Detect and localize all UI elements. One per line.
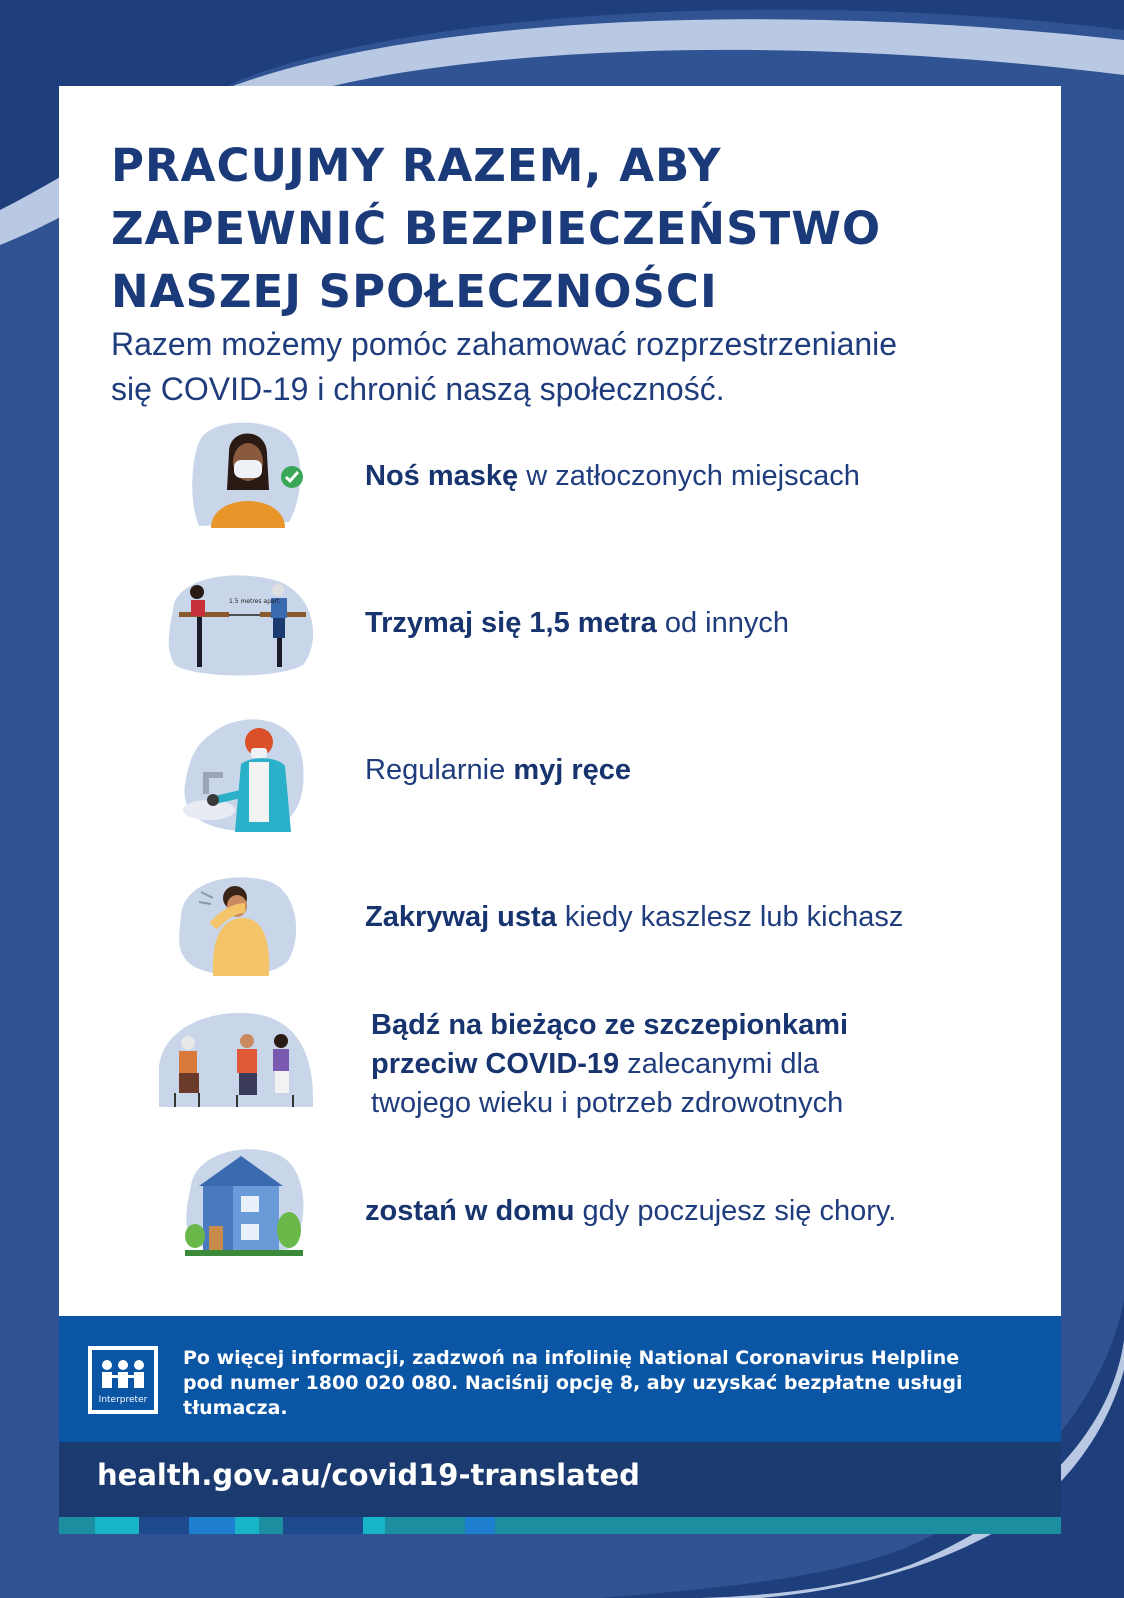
title-line: ZAPEWNIĆ BEZPIECZEŃSTWO [111,202,882,255]
stripe-segment [189,1517,235,1534]
handwash-pre: Regularnie [365,754,514,786]
handwash-bold: myj ręce [513,754,632,786]
interpreter-icon [87,1345,159,1415]
cough-text [365,897,903,937]
color-stripe [59,1517,1061,1534]
cough-bold: Zakrywaj usta [365,901,557,933]
home-rest: gdy poczujesz się chory. [574,1195,897,1227]
mask-rest: w zatłoczonych miejscach [518,460,860,492]
interpreter-label: Interpreter [98,1395,148,1405]
cough-rest: kiedy kaszlesz lub kichasz [556,901,904,933]
woman-mask-icon [189,422,307,528]
stripe-segment [283,1517,363,1534]
handwash-text [365,750,631,790]
vaccine-rest-2: zalecanymi dla [619,1048,820,1080]
distance-text [365,603,789,643]
helpline-info-bar [59,1316,1061,1442]
stripe-segment [363,1517,385,1534]
cough-icon [173,876,299,976]
home-text [365,1191,896,1231]
handwash-icon [181,714,307,832]
poster-card [59,86,1061,1316]
url-bar [59,1442,1061,1517]
stripe-segment [95,1517,139,1534]
stripe-segment [495,1517,1061,1534]
vaccine-text [371,1006,848,1123]
mask-text [365,456,860,496]
home-bold: zostań w domu [365,1195,575,1227]
vaccine-line-1 [371,1006,848,1045]
subtitle-line: się COVID-19 i chronić naszą społeczność. [111,371,725,407]
vaccine-bold-1: Bądź na bieżąco ze szczepionkami [371,1009,849,1041]
poster-title [111,134,1011,323]
distance-bold: Trzymaj się 1,5 metra [365,607,657,639]
vaccine-bold-2: przeciw COVID-19 [371,1048,620,1080]
distance-rest: od innych [656,607,789,639]
stripe-segment [59,1517,95,1534]
house-icon [181,1146,307,1256]
distance-label: 1.5 metres apart [229,598,280,605]
vaccine-line-3: twojego wieku i potrzeb zdrowotnych [371,1087,844,1119]
stripe-segment [259,1517,283,1534]
poster-subtitle [111,322,1031,412]
distance-icon [165,570,317,676]
title-line: PRACUJMY RAZEM, ABY [111,139,722,192]
title-line: NASZEJ SPOŁECZNOŚCI [111,265,718,318]
subtitle-line: Razem możemy pomóc zahamować rozprzestrzenianie [111,326,898,362]
helpline-line: pod numer 1800 020 080. Naciśnij opcję 8, aby uzyskać bezpłatne usługi [183,1372,963,1394]
mask-bold: Noś maskę [365,460,519,492]
vaccine-line-2 [371,1045,848,1084]
stripe-segment [465,1517,495,1534]
stripe-segment [235,1517,259,1534]
helpline-text [183,1346,1043,1421]
stripe-segment [385,1517,465,1534]
helpline-line: Po więcej informacji, zadzwoń na infolinię National Coronavirus Helpline [183,1347,960,1369]
website-link[interactable]: health.gov.au/covid19-translated [97,1458,640,1492]
helpline-line: tłumacza. [183,1397,288,1419]
stripe-segment [139,1517,189,1534]
vaccine-icon [155,1011,315,1107]
